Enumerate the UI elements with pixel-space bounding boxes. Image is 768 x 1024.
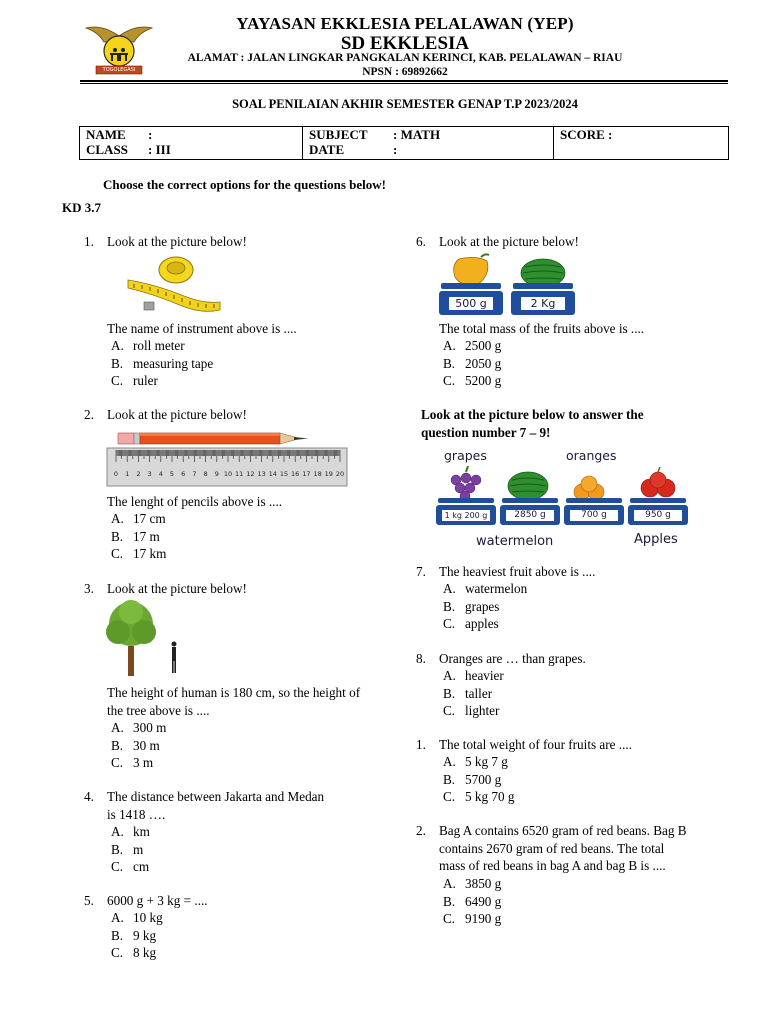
name-label: NAME [86,127,126,142]
scale-grapes: 1 kg 200 g [444,511,488,520]
scale-reading-2: 2 Kg [530,297,556,310]
four-fruits-scales-image [434,448,694,552]
name-field[interactable]: : [148,127,153,142]
option-a[interactable]: A. 2500 g [443,338,502,353]
question-number: 2. [416,823,426,838]
option-a[interactable]: A. 17 cm [111,511,166,526]
question-8: 8. Oranges are … than grapes. [416,651,586,666]
question-6: 6. Look at the picture below! [416,234,579,249]
question-number: 5. [84,893,94,908]
ruler-label: 10 [223,470,233,478]
score-label: SCORE : [560,127,613,142]
ruler-label: 9 [214,470,219,478]
option-b[interactable]: B. measuring tape [111,355,214,371]
pencil-ruler-icon [106,428,348,488]
question-6-stem: The total mass of the fruits above is .... [439,321,645,336]
question-prompt: Look at the picture below! [107,581,247,596]
question-prompt: Look at the picture below! [107,234,247,249]
option-c[interactable]: C. cm [111,859,150,874]
label-watermelon: watermelon [476,534,554,549]
ruler-label: 2 [136,470,141,478]
school-npsn: NPSN : 69892662 [362,66,448,78]
tree-icon [102,598,184,678]
question-1 [84,233,247,251]
ruler-label: 16 [291,470,300,478]
instruction: Choose the correct options for the questions below! [103,177,386,192]
subject-label: SUBJECT [309,127,368,142]
question-2-stem: The lenght of pencils above is .... [107,494,283,509]
option-b[interactable]: B. 5700 g [443,771,502,787]
question-number: 7. [416,564,426,579]
question-1-stem: The name of instrument above is .... [107,321,297,336]
foundation-name: YAYASAN EKKLESIA PELALAWAN (YEP) [236,14,574,33]
question-4-options [107,823,150,876]
ruler-label: 7 [192,470,197,478]
ruler-label: 17 [302,470,311,478]
option-c[interactable]: C. 9190 g [443,911,502,926]
option-b[interactable]: B. 2050 g [443,355,502,371]
header-divider-thin [80,83,728,84]
question-2-options [107,510,166,563]
option-c[interactable]: C. 5200 g [443,373,502,388]
label-oranges: oranges [566,448,617,463]
question-8-options [439,667,504,720]
ruler-label: 15 [279,470,289,478]
school-address: ALAMAT : JALAN LINGKAR PANGKALAN KERINCI, KAB. PELALAWAN – RIAU [187,52,623,64]
question-number: 1. [84,234,94,249]
measuring-tape-image [124,254,224,316]
ruler-label: 11 [235,470,244,478]
option-b[interactable]: B. 17 m [111,528,160,544]
tree-human-image [102,598,184,678]
option-c[interactable]: C. ruler [111,373,158,388]
question-number: 8. [416,651,426,666]
ruler-label: 8 [203,470,208,478]
student-info-table [79,126,729,160]
date-label: DATE [309,142,345,157]
question-3-options [107,719,166,772]
ruler-label: 12 [246,470,255,478]
scale-apples: 950 g [645,510,671,520]
question-2 [84,406,247,424]
ruler-label: 5 [169,470,175,478]
option-b[interactable]: B. grapes [443,598,500,614]
question-number: 2. [84,407,94,422]
subject-value: : MATH [393,127,441,142]
date-field[interactable]: : [393,142,398,157]
pencil-ruler-image [106,428,348,488]
fruit-scales-image [437,253,579,317]
option-a[interactable]: A. 300 m [111,720,167,735]
question-number: 3. [84,581,94,596]
header-divider-thick [80,80,728,82]
option-c[interactable]: C. 5 kg 70 g [443,789,515,804]
option-a[interactable]: A. 5 kg 7 g [443,754,508,769]
option-b[interactable]: B. m [111,841,144,857]
school-name: SD EKKLESIA [340,33,470,54]
option-a[interactable]: A. 3850 g [443,876,502,891]
option-c[interactable]: C. 3 m [111,755,154,770]
class-value: : III [148,142,171,157]
ruler-label: 3 [147,470,152,478]
option-a[interactable]: A. 10 kg [111,910,163,925]
label-apples: Apples [634,532,678,547]
question-7-options [439,580,527,633]
exam-title: SOAL PENILAIAN AKHIR SEMESTER GENAP T.P 2023/2024 [232,97,578,111]
question-9: 1. The total weight of four fruits are .... [416,737,632,752]
option-a[interactable]: A. heavier [443,668,504,683]
scale-oranges: 700 g [581,510,607,520]
scale-watermelon: 2850 g [514,510,546,520]
question-5: 5. 6000 g + 3 kg = .... [84,893,208,908]
ruler-label: 20 [335,470,345,478]
question-number: 6. [416,234,426,249]
option-c[interactable]: C. 17 km [111,546,167,561]
option-a[interactable]: A. watermelon [443,581,528,596]
name-class-cell [80,127,303,160]
question-10-options [439,875,501,928]
option-c[interactable]: C. 8 kg [111,945,157,960]
ruler-label: 0 [113,470,119,478]
question-7: 7. The heaviest fruit above is .... [416,564,596,579]
question-3-stem: The height of human is 180 cm, so the height of the tree above is .... [107,685,361,718]
question-prompt: Look at the picture below! [107,407,247,422]
ruler-label: 13 [257,470,266,478]
ruler-label: 14 [268,470,277,478]
question-number: 1. [416,737,426,752]
class-label: CLASS [86,142,128,157]
logo-text: TOGOLEGASI [102,67,136,73]
question-1-options [107,337,213,390]
group-instruction: Look at the picture below to answer the question number 7 – 9! [421,407,644,440]
measuring-tape-icon [124,254,224,316]
ruler-label: 1 [125,470,130,478]
scale-reading-1: 500 g [455,297,487,310]
option-a[interactable]: A. km [111,824,150,839]
question-3 [84,580,247,598]
question-6-options [439,337,501,390]
question-4: 4. The distance between Jakarta and Medan is 1418 …. [84,789,325,822]
ruler-label: 19 [324,470,333,478]
option-b[interactable]: B. 6490 g [443,893,502,909]
option-c[interactable]: C. apples [443,616,499,631]
score-cell [554,127,729,160]
option-a[interactable]: A. roll meter [111,338,185,353]
question-number: 4. [84,789,94,804]
kd-code: KD 3.7 [62,200,101,215]
ruler-label: 6 [181,470,186,478]
option-c[interactable]: C. lighter [443,703,500,718]
question-10: 2. Bag A contains 6520 gram of red beans. Bag B contains 2670 gram of red beans. The total mass of red beans in bag A and bag B is .... [416,823,687,873]
question-5-options [107,909,163,962]
option-b[interactable]: B. 30 m [111,737,160,753]
subject-date-cell [303,127,554,160]
ruler-label: 18 [313,470,322,478]
question-9-options [439,753,514,806]
option-b[interactable]: B. taller [443,685,493,701]
label-grapes: grapes [444,448,487,463]
option-b[interactable]: B. 9 kg [111,927,157,943]
ruler-label: 4 [158,470,163,478]
